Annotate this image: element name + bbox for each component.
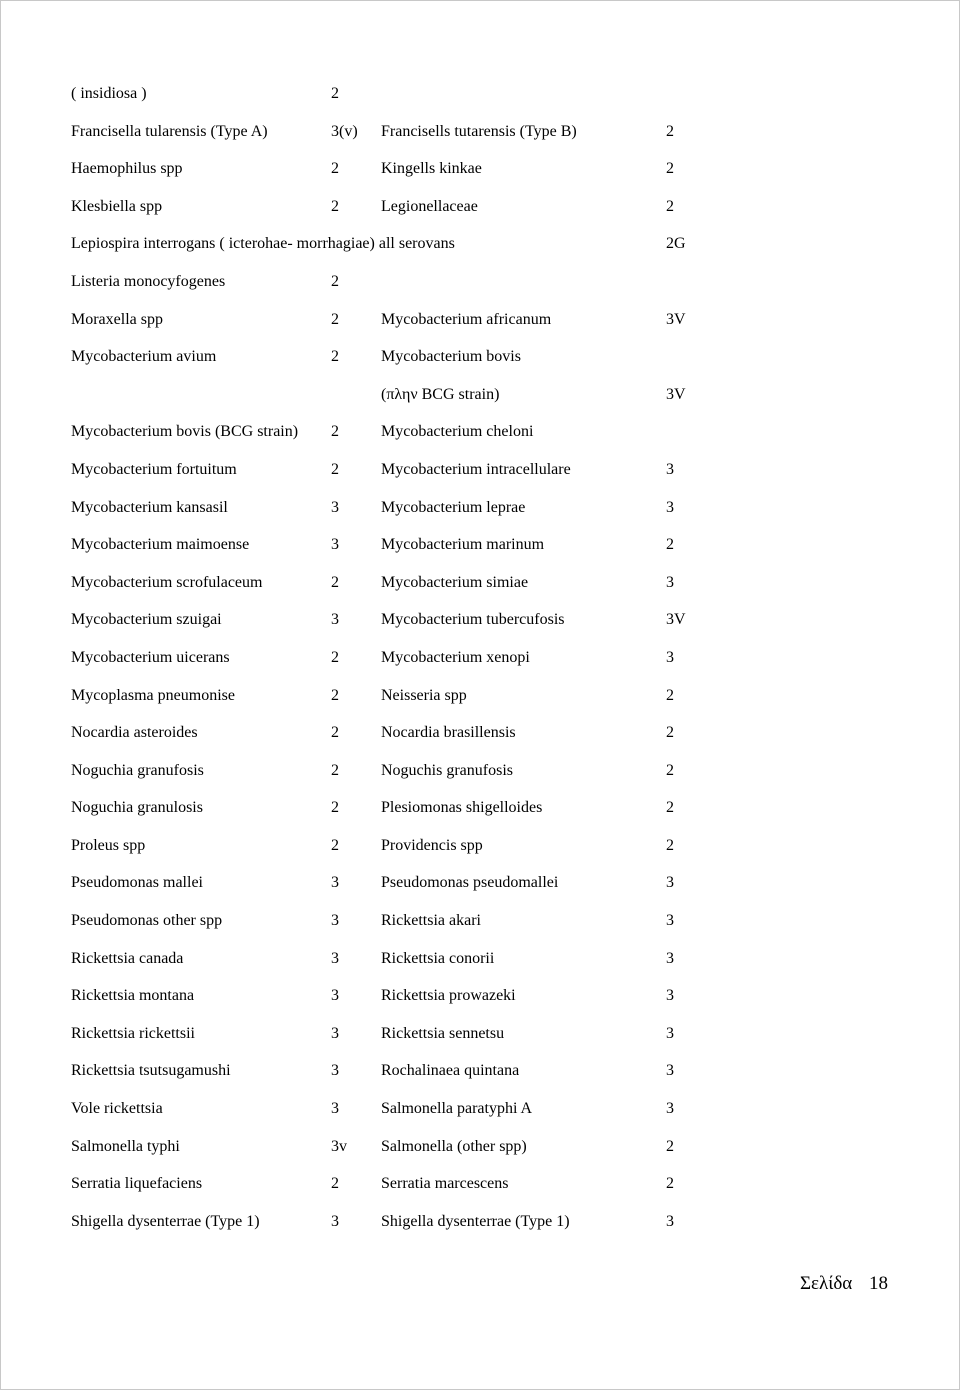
risk-group-right: 2 [666,1137,674,1155]
risk-group: 2 [331,724,339,742]
organism-name-right: Mycobacterium cheloni [381,423,534,441]
organism-name-right: Francisells tutarensis (Type B) [381,122,577,140]
organism-name-right: (πλην BCG strain) [381,385,500,403]
risk-group: 2 [331,197,339,215]
risk-group: 2 [331,160,339,178]
organism-name: Rickettsia tsutsugamushi [71,1062,231,1080]
risk-group-right: 2 [666,160,674,178]
organism-name: Lepiospira interrogans ( icterohae- morrhagiae) all serovans [71,235,455,253]
organism-name: Shigella dysenterrae (Type 1) [71,1212,260,1230]
page-label: Σελίδα [799,1273,853,1294]
organism-name: Mycobacterium scrofulaceum [71,573,263,591]
organism-name-right: Kingells kinkae [381,160,482,178]
risk-group-right: 2 [666,686,674,704]
table-row [71,639,891,677]
table-row [71,301,891,339]
table-row [71,827,891,865]
risk-group: 3 [331,1062,339,1080]
risk-group-right: 2 [666,1175,674,1193]
organism-name: Rickettsia montana [71,987,195,1005]
organism-name: Mycoplasma pneumonise [71,686,235,704]
risk-group-right: 3 [666,460,674,478]
table-row [71,940,891,978]
risk-group: 3 [331,611,339,629]
table-row [71,714,891,752]
risk-group-right: 3 [666,1024,674,1042]
organism-name: Haemophilus spp [71,160,183,178]
risk-group: 3 [331,987,339,1005]
risk-group: 2 [331,423,339,441]
risk-group: 3 [331,1212,339,1230]
table-row [71,225,891,263]
organism-name-right: Mycobacterium africanum [381,310,552,328]
risk-group-right: 3 [666,987,674,1005]
risk-group-right: 2 [666,836,674,854]
organism-name: Noguchia granufosis [71,761,204,779]
risk-group: 3 [331,536,339,554]
organism-name-right: Rickettsia conorii [381,949,495,967]
organism-name: Mycobacterium maimoense [71,536,250,554]
table-row [71,1203,891,1241]
organism-name: Proleus spp [71,836,146,854]
risk-group: 3(v) [331,122,358,140]
organism-name-right: Mycobacterium tubercufosis [381,611,565,629]
organism-name-right: Mycobacterium leprae [381,498,526,516]
risk-group-right: 3 [666,949,674,967]
organism-name: Serratia liquefaciens [71,1175,203,1193]
risk-group: 2 [331,348,339,366]
risk-group: 3 [331,874,339,892]
table-row [71,526,891,564]
risk-group-right: 3 [666,1212,674,1230]
risk-group: 2 [331,648,339,666]
table-row [71,338,891,376]
risk-group: 2 [331,1175,339,1193]
table-row [71,601,891,639]
table-row [71,1165,891,1203]
organism-name-right: Rickettsia akari [381,912,481,930]
organism-name-right: Mycobacterium marinum [381,536,545,554]
table-row [71,902,891,940]
table-row [71,75,891,113]
risk-group: 3 [331,1100,339,1118]
organism-name-right: Plesiomonas shigelloides [381,799,543,817]
table-row [71,752,891,790]
risk-group: 3 [331,1024,339,1042]
organism-name: Noguchia granulosis [71,799,203,817]
organism-name-right: Rickettsia sennetsu [381,1024,505,1042]
risk-group: 3 [331,498,339,516]
organism-name: Mycobacterium kansasil [71,498,228,516]
risk-group-right: 3 [666,912,674,930]
table-row [71,1128,891,1166]
risk-group-right: 3V [666,385,686,403]
organism-name-right: Mycobacterium xenopi [381,648,530,666]
organism-name: Pseudomonas mallei [71,874,203,892]
organism-name: Moraxella spp [71,310,163,328]
table-row [71,564,891,602]
table-row [71,376,891,414]
table-row [71,413,891,451]
risk-group-right: 2 [666,122,674,140]
organism-name: Nocardia asteroides [71,724,198,742]
organism-name: Vole rickettsia [71,1100,163,1118]
table-row [71,188,891,226]
table-row [71,677,891,715]
table-row [71,1090,891,1128]
page-number: 18 [869,1273,888,1294]
risk-group: 2 [331,836,339,854]
organism-name: Rickettsia canada [71,949,184,967]
risk-group: 2 [331,310,339,328]
organism-name-right: Pseudomonas pseudomallei [381,874,559,892]
table-row [71,451,891,489]
risk-group: 3 [331,949,339,967]
organism-name: Francisella tularensis (Type A) [71,122,268,140]
organism-table [71,75,891,1240]
table-row [71,1052,891,1090]
table-row [71,977,891,1015]
organism-name-right: Serratia marcescens [381,1175,509,1193]
risk-group: 3v [331,1137,347,1155]
risk-group-right: 2 [666,724,674,742]
risk-group-right: 3 [666,648,674,666]
organism-name: Rickettsia rickettsii [71,1024,195,1042]
organism-name: Mycobacterium avium [71,348,217,366]
page-footer [800,1273,888,1295]
risk-group: 2 [331,686,339,704]
risk-group: 2 [331,272,339,290]
organism-name-right: Noguchis granufosis [381,761,513,779]
risk-group: 2 [331,573,339,591]
organism-name: Listeria monocyfogenes [71,272,226,290]
table-row [71,150,891,188]
table-row [71,263,891,301]
organism-name: Pseudomonas other spp [71,912,223,930]
risk-group-right: 2 [666,799,674,817]
organism-name-right: Mycobacterium intracellulare [381,460,571,478]
organism-name-right: Mycobacterium simiae [381,573,529,591]
organism-name-right: Rochalinaea quintana [381,1062,520,1080]
risk-group: 3 [331,912,339,930]
risk-group: 2 [331,85,339,102]
risk-group: 2 [331,761,339,779]
organism-name-right: Nocardia brasillensis [381,724,516,742]
risk-group-right: 3 [666,1100,674,1118]
organism-name: Salmonella typhi [71,1137,180,1155]
organism-name: Mycobacterium bovis (BCG strain) [71,423,299,441]
risk-group-right: 2 [666,197,674,215]
organism-name: Mycobacterium fortuitum [71,460,237,478]
table-row [71,1015,891,1053]
table-row [71,864,891,902]
risk-group-right: 2G [666,235,686,253]
table-row [71,489,891,527]
organism-name-right: Neisseria spp [381,686,467,704]
risk-group-right: 3 [666,874,674,892]
organism-name: Klesbiella spp [71,197,163,215]
organism-name-right: Salmonella paratyphi A [381,1100,533,1118]
organism-name: ( insidiosa ) [71,85,147,102]
risk-group-right: 2 [666,761,674,779]
table-row [71,113,891,151]
risk-group-right: 3 [666,1062,674,1080]
table-row [71,789,891,827]
organism-name-right: Legionellaceae [381,197,478,215]
risk-group-right: 3 [666,498,674,516]
organism-name-right: Mycobacterium bovis [381,348,521,366]
risk-group-right: 3V [666,310,686,328]
organism-name-right: Salmonella (other spp) [381,1137,527,1155]
risk-group-right: 2 [666,536,674,554]
organism-name: Mycobacterium szuigai [71,611,222,629]
risk-group: 2 [331,799,339,817]
organism-name-right: Rickettsia prowazeki [381,987,516,1005]
organism-name-right: Providencis spp [381,836,483,854]
organism-name: Mycobacterium uicerans [71,648,230,666]
risk-group: 2 [331,460,339,478]
organism-name-right: Shigella dysenterrae (Type 1) [381,1212,570,1230]
risk-group-right: 3V [666,611,686,629]
risk-group-right: 3 [666,573,674,591]
